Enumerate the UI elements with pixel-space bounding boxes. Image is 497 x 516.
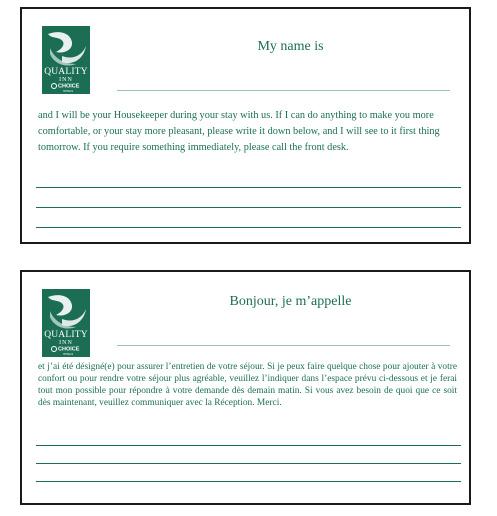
logo-parent-sub-text: HOTELS bbox=[63, 90, 74, 93]
choice-icon bbox=[51, 346, 57, 352]
quality-inn-logo bbox=[42, 289, 90, 357]
housekeeper-card-english bbox=[20, 7, 471, 244]
quality-inn-logo bbox=[42, 26, 90, 94]
card-body-text: et j’ai été désigné(e) pour assurer l’entretien de votre séjour. Si je peux faire quelque chose pour ajouter à votre confort ou pour rendre votre séjour plus agréable, veuillez l’indiquer dans l’espace prévu ci-dessous et je ferai tout mon possible pour répondre à votre demande dès demain matin. Si vous avez besoin de quoi que ce soit dès maintenant, veuillez communiquer avec la Réception. Merci. bbox=[38, 362, 457, 408]
card-heading: My name is bbox=[257, 39, 324, 54]
name-write-line[interactable] bbox=[117, 90, 450, 91]
comment-write-line[interactable] bbox=[36, 481, 461, 482]
logo-parent-sub-text: HOTELS bbox=[63, 353, 74, 356]
card-body-text: and I will be your Housekeeper during your stay with us. If I can do anything to make you more comfortable, or your stay more pleasant, please write it down below, and I will see to it first thing tomorrow. If you require something immediately, please call the front desk. bbox=[38, 110, 440, 153]
logo-brand-text: QUALITY bbox=[44, 330, 88, 340]
logo-parent-text: CHOICE bbox=[51, 83, 79, 89]
choice-icon bbox=[51, 83, 57, 89]
logo-sub-text: INN bbox=[59, 340, 73, 346]
comment-write-line[interactable] bbox=[36, 207, 461, 208]
housekeeper-card-french bbox=[20, 270, 471, 505]
comment-write-line[interactable] bbox=[36, 227, 461, 228]
logo-parent-text: CHOICE bbox=[51, 346, 79, 352]
logo-sub-text: INN bbox=[59, 77, 73, 83]
comment-write-line[interactable] bbox=[36, 187, 461, 188]
comment-write-line[interactable] bbox=[36, 463, 461, 464]
comment-write-line[interactable] bbox=[36, 445, 461, 446]
name-write-line[interactable] bbox=[117, 345, 450, 346]
card-heading: Bonjour, je m’appelle bbox=[229, 294, 352, 309]
logo-brand-text: QUALITY bbox=[44, 67, 88, 77]
